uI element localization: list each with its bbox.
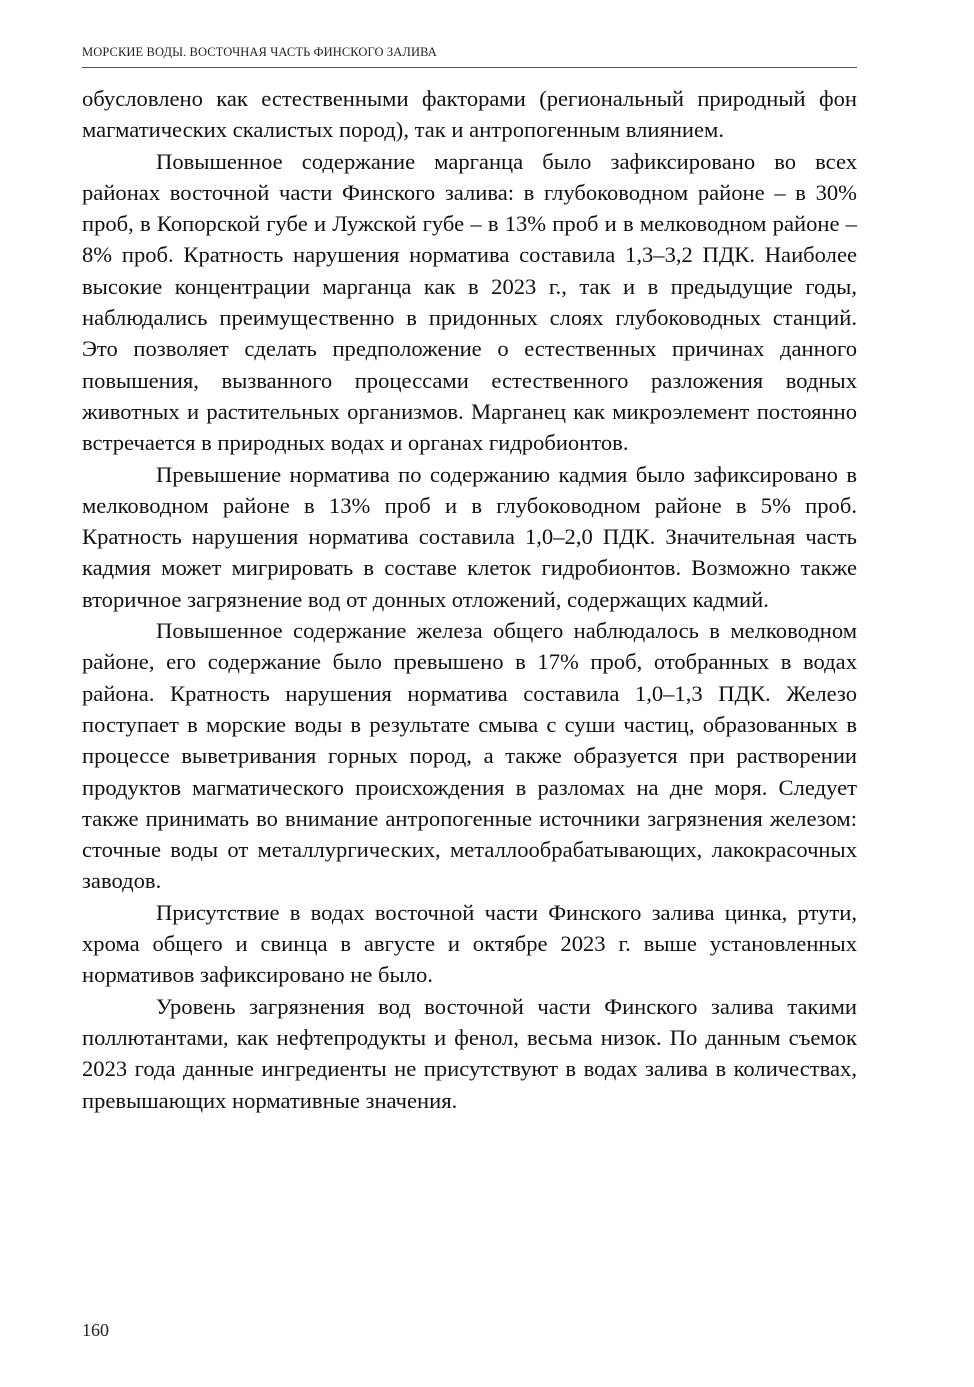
paragraph-iron: Повышенное содержание железа общего наблюдалось в мелководном районе, его содержание было превышено в 17% проб, отобранных в водах района. Кратность нарушения норматива составила 1,0–1,3 ПДК. Железо поступает в морские воды в результате смыва с суши частиц, образованных в процессе выветривания горных пород, а также образуется при растворении продуктов магматического происхождения в разломах на дне моря. Следует также принимать во внимание антропогенные источники загрязнения железом: сточные воды от металлургических, металлообрабатывающих, лакокрасочных заводов. xyxy=(82,618,857,894)
page-number: 160 xyxy=(82,1320,109,1340)
paragraph-continuation: обусловлено как естественными факторами (региональный природный фон магматических скалистых пород), так и антропогенным влиянием. xyxy=(82,86,857,143)
header-divider xyxy=(82,67,857,68)
body-text xyxy=(82,83,857,1116)
running-header: МОРСКИЕ ВОДЫ. ВОСТОЧНАЯ ЧАСТЬ ФИНСКОГО ЗАЛИВА xyxy=(82,45,437,59)
paragraph-manganese: Повышенное содержание марганца было зафиксировано во всех районах восточной части Финского залива: в глубоководном районе – в 30% проб, в Копорской губе и Лужской губе – в 13% проб и в мелководном районе – 8% проб. Кратность нарушения норматива составила 1,3–3,2 ПДК. Наиболее высокие концентрации марганца как в 2023 г., так и в предыдущие годы, наблюдались преимущественно в придонных слоях глубоководных станций. Это позволяет сделать предположение о естественных причинах данного повышения, вызванного процессами естественного разложения водных животных и растительных организмов. Марганец как микроэлемент постоянно встречается в природных водах и органах гидробионтов. xyxy=(82,148,857,456)
paragraph-other-metals: Присутствие в водах восточной части Финского залива цинка, ртути, хрома общего и свинца в августе и октябре 2023 г. выше установленных нормативов зафиксировано не было. xyxy=(82,899,857,988)
paragraph-oil-phenol: Уровень загрязнения вод восточной части Финского залива такими поллютантами, как нефтепродукты и фенол, весьма низок. По данным съемок 2023 года данные ингредиенты не присутствуют в водах залива в количествах, превышающих нормативные значения. xyxy=(82,993,857,1113)
paragraph-cadmium: Превышение норматива по содержанию кадмия было зафиксировано в мелководном районе в 13% проб и в глубоководном районе в 5% проб. Кратность нарушения норматива составила 1,0–2,0 ПДК. Значительная часть кадмия может мигрировать в составе клеток гидробионтов. Возможно также вторичное загрязнение вод от донных отложений, содержащих кадмий. xyxy=(82,461,857,612)
